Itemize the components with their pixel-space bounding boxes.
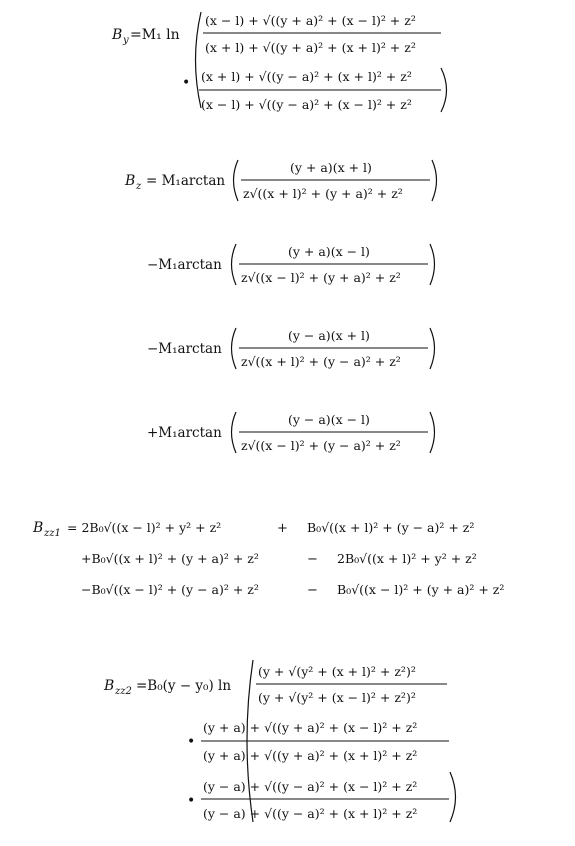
by-fraction1-denominator: (x + l) + √((y + a)² + (x + l)² + z² — [205, 40, 416, 55]
equation-by — [111, 12, 447, 112]
equation-bzz1 — [32, 520, 504, 598]
bzz2-coefficient: =B₀(y − y₀) ln — [136, 678, 232, 694]
bz-term3-coefficient: −M₁arctan — [147, 341, 222, 357]
bzz1-row1-right: B₀√((x + l)² + (y − a)² + z² — [307, 520, 475, 535]
bz-lhs-sub: z — [136, 181, 142, 192]
bz-term1-right-paren — [432, 160, 437, 201]
by-fraction2-numerator: (x + l) + √((y − a)² + (x + l)² + z² — [201, 69, 412, 84]
bz-term3-left-paren — [232, 328, 237, 369]
bz-term3-right-paren — [430, 328, 435, 369]
bz-term2-denominator: z√((x − l)² + (y + a)² + z² — [241, 270, 401, 285]
equation-bzz2 — [103, 660, 456, 822]
bzz2-fraction2-denominator: (y + a) + √((y + a)² + (x + l)² + z² — [203, 748, 418, 763]
bz-term1-left-paren — [234, 160, 239, 201]
equation-bz — [124, 160, 437, 453]
by-lhs: B — [112, 27, 123, 43]
by-left-paren — [196, 12, 202, 108]
bzz1-row1-operator: + — [277, 521, 288, 536]
by-fraction2-denominator: (x − l) + √((y − a)² + (x − l)² + z² — [201, 97, 412, 112]
bz-term4-numerator: (y − a)(x − l) — [288, 412, 370, 427]
bz-term2-left-paren — [232, 244, 237, 285]
bz-term1-numerator: (y + a)(x + l) — [290, 160, 372, 175]
by-lhs-sub: y — [123, 35, 129, 46]
bz-term4-denominator: z√((x − l)² + (y − a)² + z² — [241, 438, 401, 453]
by-right-paren — [441, 68, 447, 112]
bz-term3-numerator: (y − a)(x + l) — [288, 328, 370, 343]
by-coefficient: =M₁ ln — [130, 27, 180, 43]
bz-term2-numerator: (y + a)(x − l) — [288, 244, 370, 259]
bzz1-row3-operator: − — [307, 583, 318, 598]
bzz1-row2-operator: − — [307, 552, 318, 567]
bzz2-fraction2-numerator: (y + a) + √((y + a)² + (x − l)² + z² — [203, 720, 418, 735]
bzz1-lhs-sub: zz1 — [44, 528, 61, 539]
bz-term2-coefficient: −M₁arctan — [147, 257, 222, 273]
bz-term3-denominator: z√((x + l)² + (y − a)² + z² — [241, 354, 401, 369]
bz-term1-coefficient: = M₁arctan — [146, 173, 226, 189]
bzz2-product-dot-1: • — [187, 734, 196, 750]
bz-term4-left-paren — [232, 412, 237, 453]
bz-term1-denominator: z√((x + l)² + (y + a)² + z² — [243, 186, 403, 201]
bzz2-fraction3-denominator: (y − a) + √((y − a)² + (x + l)² + z² — [203, 806, 418, 821]
by-product-dot: • — [182, 75, 191, 91]
bz-lhs: B — [125, 173, 136, 189]
bzz2-fraction1-denominator: (y + √(y² + (x − l)² + z²)² — [258, 690, 416, 705]
bz-term2-right-paren — [430, 244, 435, 285]
bz-term4-coefficient: +M₁arctan — [147, 425, 222, 441]
bzz1-row3-left: −B₀√((x − l)² + (y − a)² + z² — [81, 582, 259, 597]
bzz1-lhs: B — [33, 520, 44, 536]
bzz2-lhs-sub: zz2 — [115, 686, 132, 697]
by-fraction1-numerator: (x − l) + √((y + a)² + (x − l)² + z² — [205, 13, 416, 28]
bzz2-right-paren — [450, 772, 456, 822]
bzz2-product-dot-2: • — [187, 793, 196, 809]
bzz2-lhs: B — [104, 678, 115, 694]
bzz1-row2-right: 2B₀√((x + l)² + y² + z² — [337, 551, 477, 566]
bzz2-fraction1-numerator: (y + √(y² + (x + l)² + z²)² — [258, 664, 416, 679]
bzz2-fraction3-numerator: (y − a) + √((y − a)² + (x − l)² + z² — [203, 779, 418, 794]
bz-term4-right-paren — [430, 412, 435, 453]
bzz1-row2-left: +B₀√((x + l)² + (y + a)² + z² — [81, 551, 259, 566]
bzz1-row1-left: = 2B₀√((x − l)² + y² + z² — [67, 520, 222, 535]
bzz1-row3-right: B₀√((x − l)² + (y + a)² + z² — [337, 582, 505, 597]
